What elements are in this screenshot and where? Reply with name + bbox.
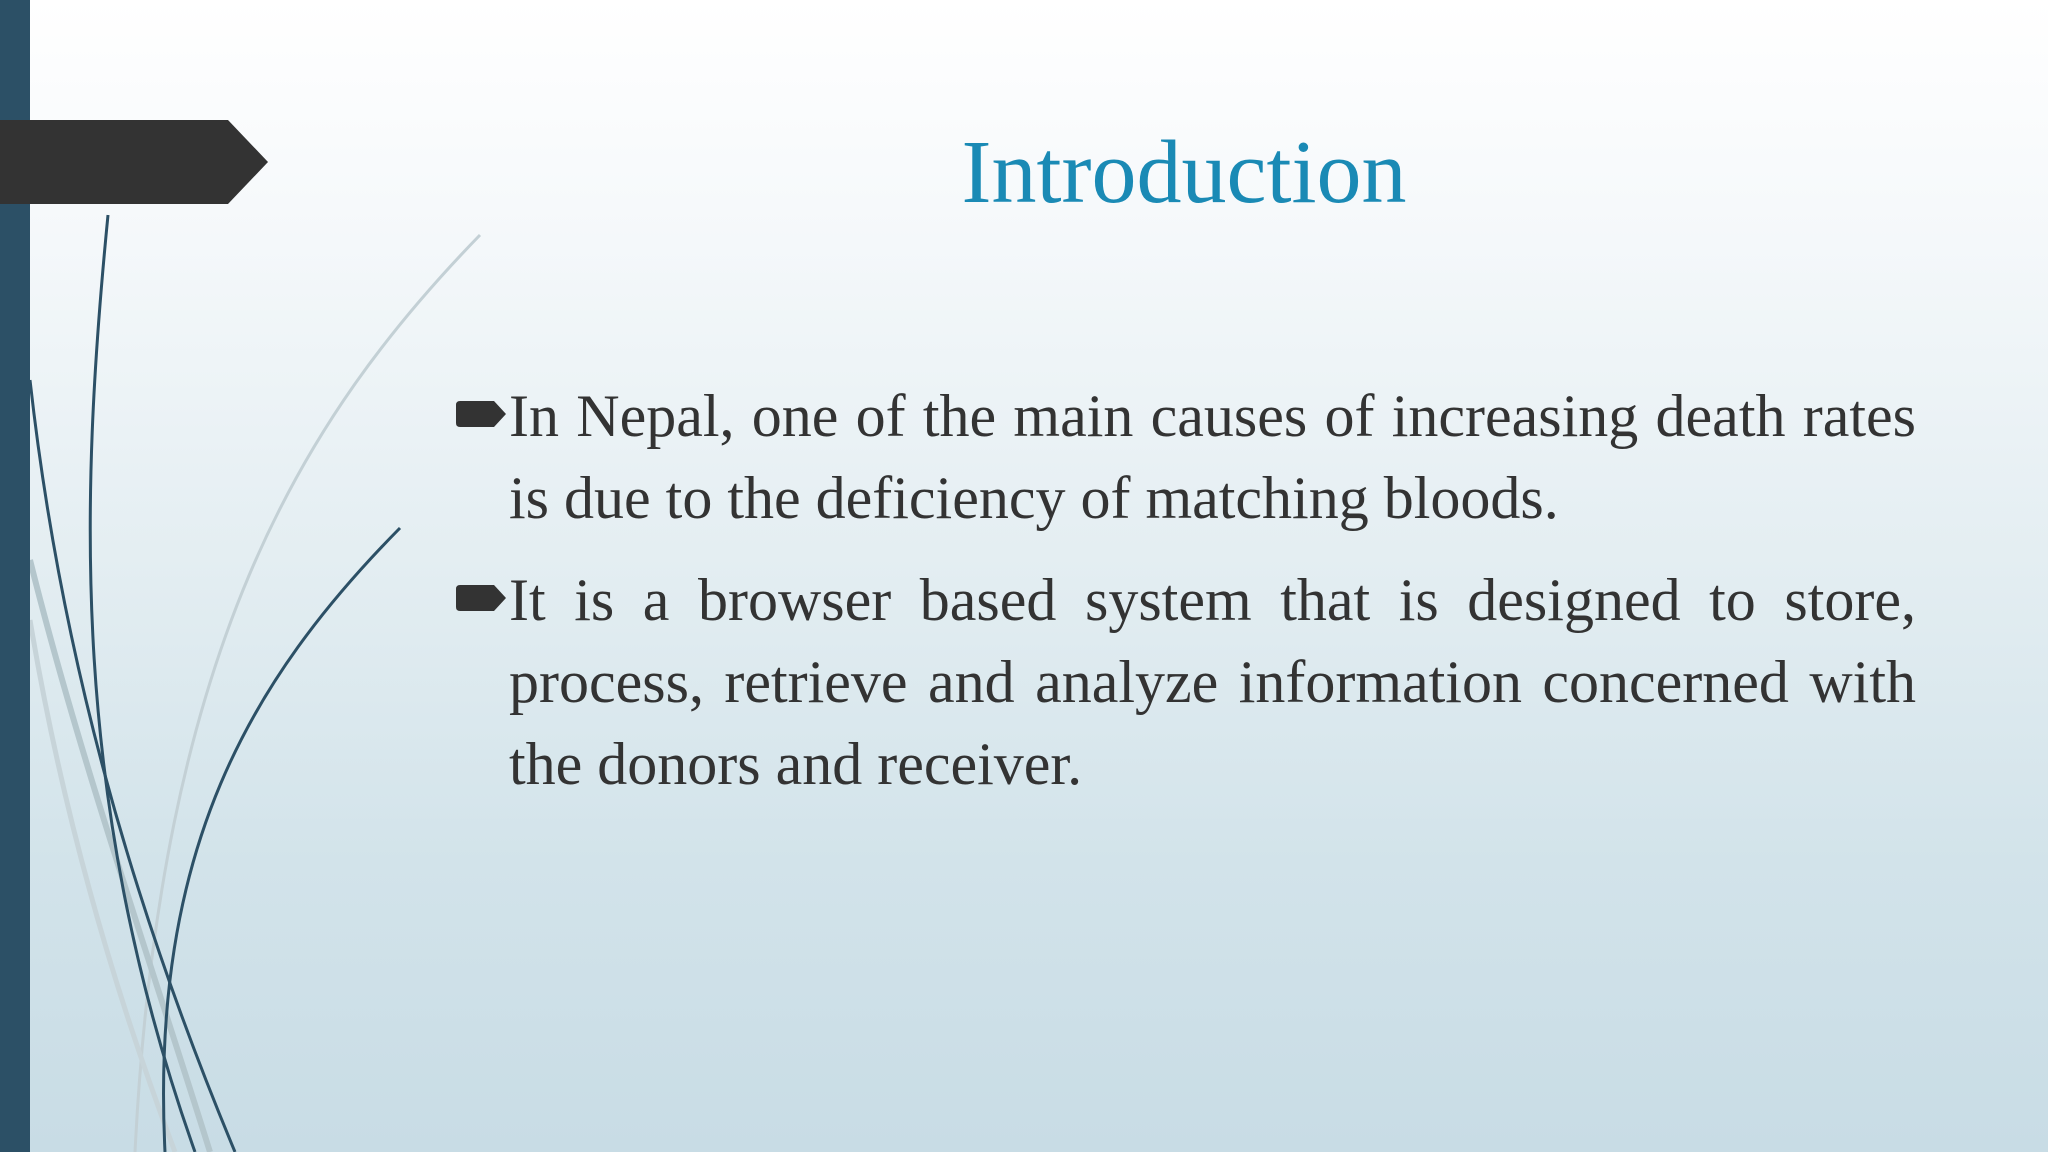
arrow-bullet-icon [456, 583, 506, 613]
bullet-text: It is a browser based system that is designed to store, process, retrieve and analyze information concerned with the donors and receiver. [509, 567, 1916, 797]
bullet-list [456, 375, 1916, 825]
bullet-text: In Nepal, one of the main causes of increasing death rates is due to the deficiency of matching bloods. [509, 383, 1916, 531]
arrow-bullet-icon [456, 399, 506, 429]
bullet-item [456, 375, 1916, 539]
title-tab-shape [0, 0, 280, 1152]
slide-title: Introduction [961, 123, 1407, 222]
bullet-item [456, 559, 1916, 805]
